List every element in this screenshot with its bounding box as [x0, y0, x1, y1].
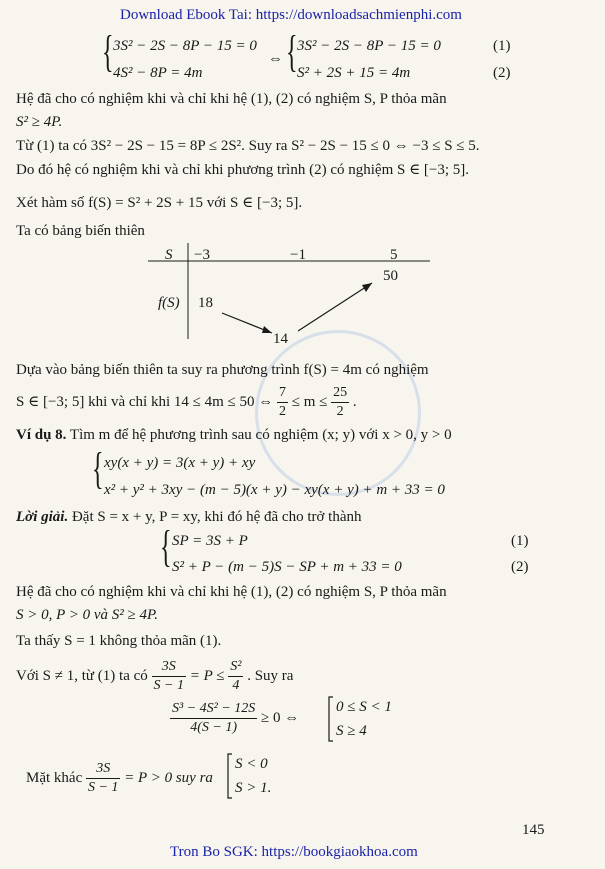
table-f-min: 14 [273, 331, 288, 347]
table-f-end: 50 [383, 268, 398, 284]
sys1-right-eq2: S² + 2S + 15 = 4m [297, 65, 411, 81]
increase-arrow [298, 283, 372, 331]
table-f-label: f(S) [158, 295, 180, 311]
paragraph-conclusion-cont: S ∈ [−3; 5] khi và chỉ khi 14 ≤ 4m ≤ 50 ⇔ $\frac{7}{2}$ ≤ m ≤ $\frac{25}{2}$ . [16, 385, 357, 419]
ex8-eq2: x² + y² + 3xy − (m − 5)(x + y) − xy(x + y) + m + 33 = 0 [104, 482, 445, 498]
fraction-3s-over-s-minus-1-b: $\frac{3S}{S - 1}$ [87, 761, 119, 795]
sys1-tag-1: (1) [493, 38, 511, 54]
sys2-tag-2: (2) [511, 559, 529, 575]
paragraph-conclusion: Dựa vào bảng biến thiên ta suy ra phương trình f(S) = 4m có nghiệm [16, 362, 429, 378]
paragraph-from-eq1: Từ (1) ta có 3S² − 2S − 15 = 8P ≤ 2S². Suy ra S² − 2S − 15 ≤ 0 ⇔ −3 ≤ S ≤ 5. [16, 138, 480, 154]
equivalence-symbol: ⇔ [268, 51, 283, 67]
sys2-eq2: S² + P − (m − 5)S − SP + m + 33 = 0 [172, 559, 402, 575]
paragraph-condition: Hệ đã cho có nghiệm khi và chỉ khi hệ (1), (2) có nghiệm S, P thỏa mãn [16, 91, 447, 107]
fraction-7-2: $\frac{7}{2}$ [279, 385, 287, 419]
ex8-eq1: xy(x + y) = 3(x + y) + xy [104, 455, 256, 471]
bracket-cases-2 [226, 752, 234, 800]
fraction-25-2: $\frac{25}{2}$ [333, 385, 348, 419]
table-f-start: 18 [198, 295, 213, 311]
table-s-val-2: 5 [390, 247, 398, 263]
paragraph-condition-2-cont: S > 0, P > 0 và S² ≥ 4P. [16, 607, 159, 623]
table-s-val-0: −3 [194, 247, 210, 263]
sys1-tag-2: (2) [493, 65, 511, 81]
solution-intro: Lời giải. Đặt S = x + y, P = xy, khi đó hệ đã cho trở thành [16, 509, 362, 525]
header-download-link[interactable]: Download Ebook Tai: https://downloadsachmienphi.com [120, 7, 462, 23]
fraction-s2-over-4: $\frac{\text{S²}}{4}$ [230, 659, 242, 693]
page-number: 145 [522, 822, 545, 838]
case-2b: S > 1. [235, 780, 272, 796]
paragraph-s-equals-1: Ta thấy S = 1 không thỏa mãn (1). [16, 633, 222, 649]
inequality-cubic: $\frac{\text{S³ − 4S² − 12S}}{4(S - 1)}$ ≥ 0 ⇔ [172, 701, 300, 735]
paragraph-s-not-1: Với S ≠ 1, từ (1) ta có $\frac{3S}{S - 1}$ = P ≤ $\frac{\text{S²}}{4}$ . Suy ra [16, 659, 294, 693]
fraction-cubic: $\frac{\text{S³ − 4S² − 12S}}{4(S - 1)}$ [172, 701, 256, 735]
paragraph-condition-cont: S² ≥ 4P. [16, 114, 63, 130]
sys2-tag-1: (1) [511, 533, 529, 549]
bracket-cases-1 [327, 695, 335, 743]
paragraph-therefore: Do đó hệ có nghiệm khi và chỉ khi phương trình (2) có nghiệm S ∈ [−3; 5]. [16, 162, 470, 178]
fraction-3s-over-s-minus-1: $\frac{3S}{S - 1}$ [153, 659, 184, 693]
paragraph-other-hand: Mặt khác $\frac{3S}{S - 1}$ = P > 0 suy ra [26, 761, 213, 795]
case-2a: S < 0 [235, 756, 268, 772]
example-8-heading: Ví dụ 8. Tìm m để hệ phương trình sau có nghiệm (x; y) với x > 0, y > 0 [16, 427, 452, 443]
paragraph-condition-2: Hệ đã cho có nghiệm khi và chỉ khi hệ (1), (2) có nghiệm S, P thỏa mãn [16, 584, 447, 600]
sys1-left-eq1: 3S² − 2S − 8P − 15 = 0 [113, 38, 257, 54]
sys1-left-eq2: 4S² − 8P = 4m [113, 65, 203, 81]
table-s-val-1: −1 [290, 247, 306, 263]
table-s-label: S [165, 247, 173, 263]
paragraph-table-intro: Ta có bảng biến thiên [16, 223, 145, 239]
case-1b: S ≥ 4 [336, 723, 367, 739]
sys2-eq1: SP = 3S + P [172, 533, 248, 549]
sys1-right-eq1: 3S² − 2S − 8P − 15 = 0 [297, 38, 441, 54]
paragraph-function: Xét hàm số f(S) = S² + 2S + 15 với S ∈ [−3; 5]. [16, 195, 303, 211]
footer-book-link[interactable]: Tron Bo SGK: https://bookgiaokhoa.com [170, 844, 418, 860]
case-1a: 0 ≤ S < 1 [336, 699, 392, 715]
